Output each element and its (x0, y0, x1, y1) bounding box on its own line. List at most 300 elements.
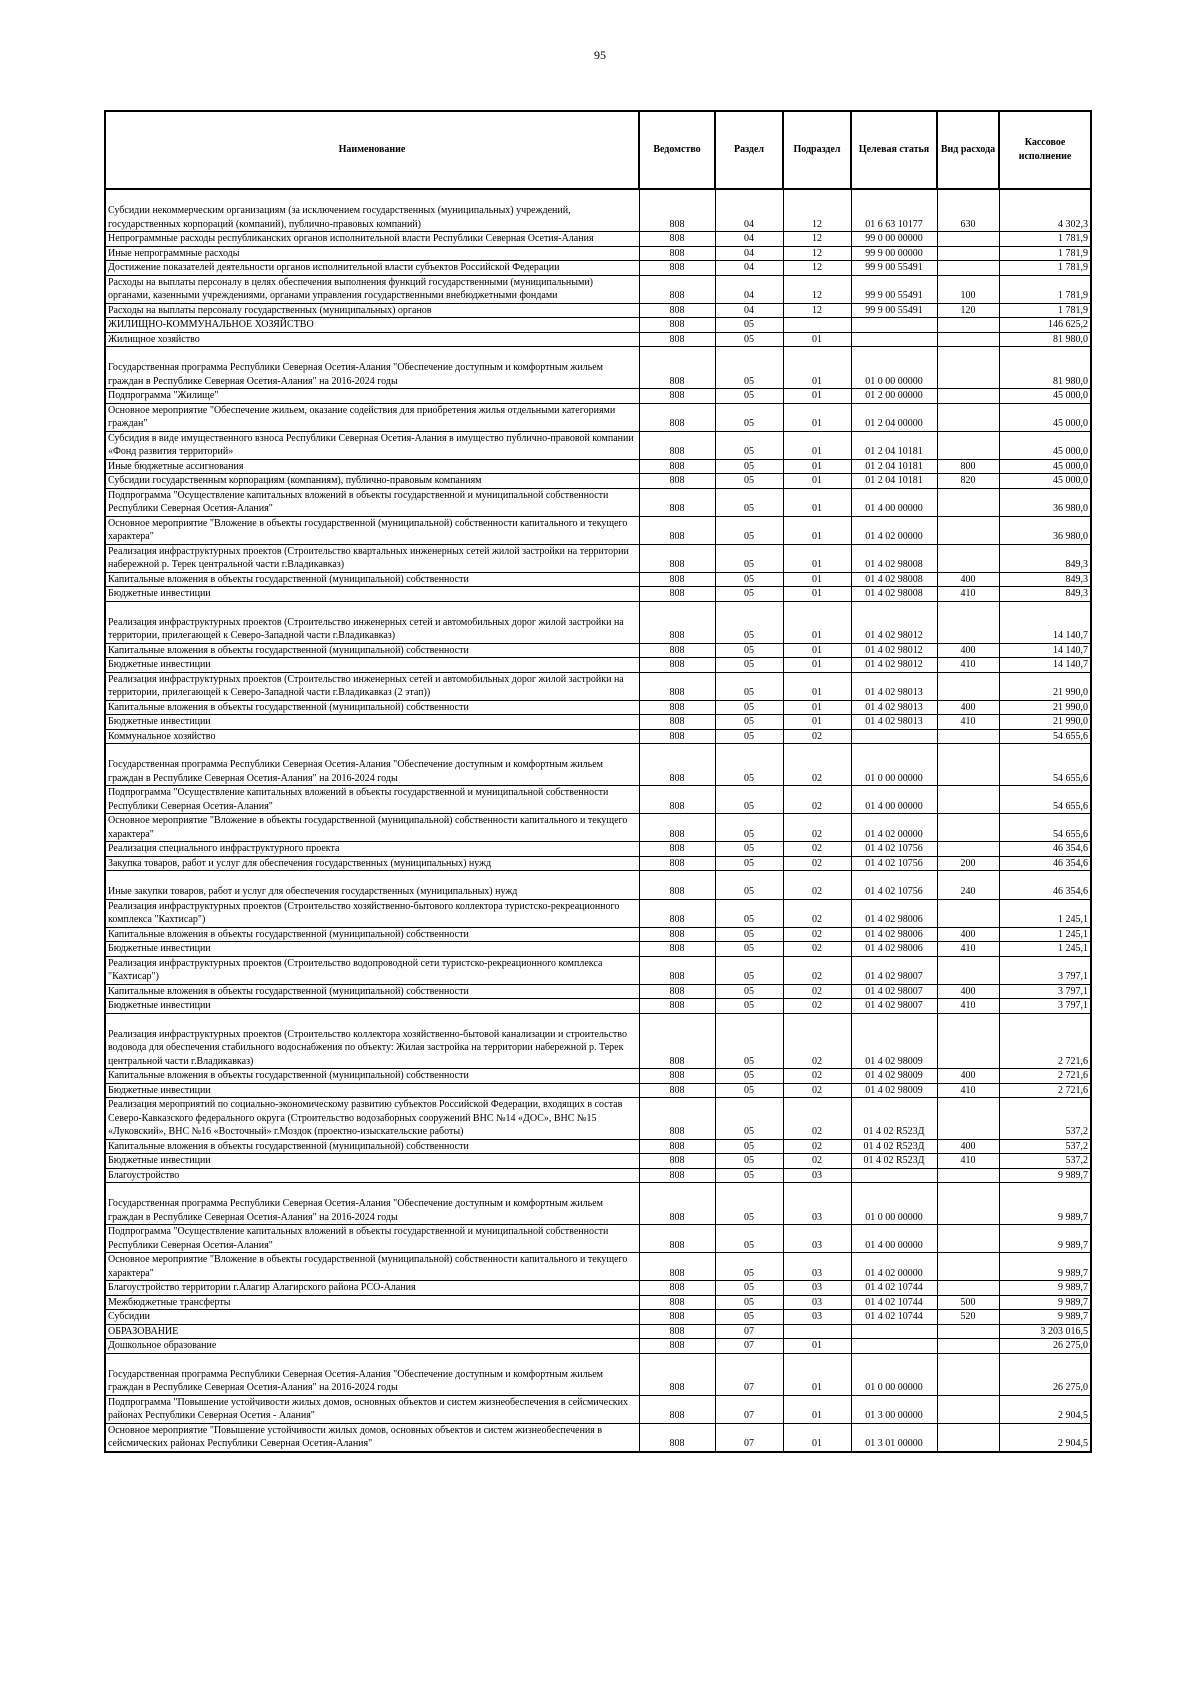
row-name-cell: Подпрограмма "Повышение устойчивости жилых домов, основных объектов и систем жизнеобеспечения в сейсмических районах Республики Северная Осетия - Алания" (105, 1395, 639, 1423)
row-expense-type-cell: 820 (937, 474, 999, 489)
row-name-cell: Расходы на выплаты персоналу в целях обеспечения выполнения функций государственными (муниципальными) органами, казенными учреждениями, органами управления государственными внебюджетными фондами (105, 275, 639, 303)
row-target-article-cell (851, 1324, 937, 1339)
row-expense-type-cell: 410 (937, 999, 999, 1014)
row-department-cell: 808 (639, 927, 715, 942)
row-name-cell: Основное мероприятие "Обеспечение жильем, оказание содействия для приобретения жилья отдельными категориями граждан" (105, 403, 639, 431)
row-target-article-cell: 01 2 04 10181 (851, 459, 937, 474)
column-header-cash-execution: Кассовое исполнение (999, 111, 1091, 189)
row-department-cell: 808 (639, 814, 715, 842)
row-department-cell: 808 (639, 1168, 715, 1183)
table-header-row (105, 111, 1091, 189)
row-department-cell: 808 (639, 1083, 715, 1098)
row-department-cell: 808 (639, 1295, 715, 1310)
row-target-article-cell: 01 4 02 R523Д (851, 1139, 937, 1154)
row-expense-type-cell: 410 (937, 942, 999, 957)
row-section-cell: 05 (715, 1069, 783, 1084)
row-expense-type-cell: 400 (937, 700, 999, 715)
table-row (105, 842, 1091, 857)
row-section-cell: 05 (715, 814, 783, 842)
row-target-article-cell: 99 9 00 55491 (851, 275, 937, 303)
row-section-cell: 05 (715, 601, 783, 643)
budget-table (104, 110, 1092, 1453)
row-target-article-cell: 01 4 02 98009 (851, 1013, 937, 1069)
row-cash-execution-cell: 81 980,0 (999, 332, 1091, 347)
row-cash-execution-cell: 1 781,9 (999, 303, 1091, 318)
table-row (105, 927, 1091, 942)
row-expense-type-cell: 400 (937, 1069, 999, 1084)
row-target-article-cell: 01 4 02 98007 (851, 999, 937, 1014)
row-section-cell: 05 (715, 984, 783, 999)
row-section-cell: 05 (715, 1168, 783, 1183)
row-subsection-cell: 03 (783, 1295, 851, 1310)
row-section-cell: 05 (715, 871, 783, 900)
row-section-cell: 05 (715, 1225, 783, 1253)
row-target-article-cell: 01 2 04 10181 (851, 431, 937, 459)
row-department-cell: 808 (639, 715, 715, 730)
table-row (105, 332, 1091, 347)
row-subsection-cell: 01 (783, 572, 851, 587)
row-target-article-cell: 99 9 00 55491 (851, 303, 937, 318)
row-expense-type-cell (937, 672, 999, 700)
row-target-article-cell: 01 4 02 98009 (851, 1083, 937, 1098)
row-target-article-cell: 01 3 01 00000 (851, 1423, 937, 1452)
row-cash-execution-cell: 9 989,7 (999, 1225, 1091, 1253)
row-target-article-cell: 01 4 02 10756 (851, 856, 937, 871)
row-name-cell: Бюджетные инвестиции (105, 999, 639, 1014)
row-target-article-cell: 01 4 02 R523Д (851, 1154, 937, 1169)
row-cash-execution-cell: 46 354,6 (999, 871, 1091, 900)
row-expense-type-cell (937, 1183, 999, 1225)
row-department-cell: 808 (639, 389, 715, 404)
table-row (105, 700, 1091, 715)
table-row (105, 1069, 1091, 1084)
row-expense-type-cell (937, 744, 999, 786)
table-row (105, 956, 1091, 984)
row-section-cell: 05 (715, 332, 783, 347)
table-row (105, 488, 1091, 516)
row-section-cell: 05 (715, 643, 783, 658)
row-expense-type-cell (937, 488, 999, 516)
row-target-article-cell: 01 4 02 98012 (851, 643, 937, 658)
row-department-cell: 808 (639, 984, 715, 999)
column-header-department: Ведомство (639, 111, 715, 189)
row-expense-type-cell (937, 1098, 999, 1140)
row-expense-type-cell (937, 1423, 999, 1452)
row-subsection-cell: 02 (783, 744, 851, 786)
row-subsection-cell: 03 (783, 1168, 851, 1183)
row-department-cell: 808 (639, 786, 715, 814)
row-expense-type-cell (937, 318, 999, 333)
row-cash-execution-cell: 45 000,0 (999, 474, 1091, 489)
table-row (105, 516, 1091, 544)
table-row (105, 1395, 1091, 1423)
row-target-article-cell: 99 9 00 00000 (851, 246, 937, 261)
table-row (105, 1083, 1091, 1098)
row-subsection-cell: 01 (783, 474, 851, 489)
row-cash-execution-cell: 849,3 (999, 544, 1091, 572)
row-expense-type-cell (937, 729, 999, 744)
row-cash-execution-cell: 54 655,6 (999, 814, 1091, 842)
row-expense-type-cell: 400 (937, 927, 999, 942)
row-section-cell: 05 (715, 474, 783, 489)
row-subsection-cell: 01 (783, 1339, 851, 1354)
row-cash-execution-cell: 1 781,9 (999, 246, 1091, 261)
row-department-cell: 808 (639, 856, 715, 871)
row-department-cell: 808 (639, 459, 715, 474)
row-name-cell: Подпрограмма "Осуществление капитальных вложений в объекты государственной и муниципальной собственности Республики Северная Осетия-Алания" (105, 488, 639, 516)
row-subsection-cell: 03 (783, 1183, 851, 1225)
row-subsection-cell: 01 (783, 700, 851, 715)
table-row (105, 318, 1091, 333)
row-cash-execution-cell: 9 989,7 (999, 1168, 1091, 1183)
row-expense-type-cell (937, 814, 999, 842)
row-name-cell: Подпрограмма "Осуществление капитальных вложений в объекты государственной и муниципальной собственности Республики Северная Осетия-Алания" (105, 786, 639, 814)
row-cash-execution-cell: 4 302,3 (999, 189, 1091, 232)
row-department-cell: 808 (639, 318, 715, 333)
row-cash-execution-cell: 146 625,2 (999, 318, 1091, 333)
row-section-cell: 05 (715, 572, 783, 587)
row-section-cell: 05 (715, 389, 783, 404)
row-expense-type-cell: 630 (937, 189, 999, 232)
row-expense-type-cell: 400 (937, 1139, 999, 1154)
row-target-article-cell: 01 4 02 98008 (851, 572, 937, 587)
table-row (105, 1281, 1091, 1296)
row-expense-type-cell (937, 842, 999, 857)
row-section-cell: 07 (715, 1423, 783, 1452)
row-section-cell: 07 (715, 1353, 783, 1395)
row-department-cell: 808 (639, 672, 715, 700)
row-section-cell: 05 (715, 658, 783, 673)
row-target-article-cell: 01 4 02 98006 (851, 899, 937, 927)
row-target-article-cell (851, 729, 937, 744)
row-cash-execution-cell: 3 797,1 (999, 984, 1091, 999)
row-department-cell: 808 (639, 1225, 715, 1253)
row-subsection-cell: 02 (783, 899, 851, 927)
row-section-cell: 05 (715, 516, 783, 544)
row-section-cell: 04 (715, 189, 783, 232)
row-subsection-cell: 01 (783, 332, 851, 347)
row-target-article-cell: 01 4 02 10744 (851, 1281, 937, 1296)
row-name-cell: Иные бюджетные ассигнования (105, 459, 639, 474)
table-row (105, 1013, 1091, 1069)
row-department-cell: 808 (639, 347, 715, 389)
row-name-cell: Непрограммные расходы республиканских органов исполнительной власти Республики Северная Осетия-Алания (105, 232, 639, 247)
row-section-cell: 05 (715, 1083, 783, 1098)
row-target-article-cell: 01 3 00 00000 (851, 1395, 937, 1423)
row-expense-type-cell (937, 899, 999, 927)
row-target-article-cell: 01 4 02 98008 (851, 544, 937, 572)
table-row (105, 275, 1091, 303)
row-name-cell: Закупка товаров, работ и услуг для обеспечения государственных (муниципальных) нужд (105, 856, 639, 871)
row-target-article-cell: 01 4 00 00000 (851, 786, 937, 814)
row-name-cell: Реализация инфраструктурных проектов (Строительство инженерных сетей и автомобильных дорог жилой застройки на территории, прилегающей к Северо-Западной части г.Владикавказ (2 этап)) (105, 672, 639, 700)
row-name-cell: Капитальные вложения в объекты государственной (муниципальной) собственности (105, 927, 639, 942)
row-subsection-cell: 01 (783, 488, 851, 516)
row-section-cell: 05 (715, 842, 783, 857)
row-cash-execution-cell: 9 989,7 (999, 1310, 1091, 1325)
row-department-cell: 808 (639, 516, 715, 544)
row-cash-execution-cell: 54 655,6 (999, 744, 1091, 786)
row-subsection-cell: 03 (783, 1310, 851, 1325)
row-section-cell: 05 (715, 1098, 783, 1140)
row-cash-execution-cell: 9 989,7 (999, 1281, 1091, 1296)
row-department-cell: 808 (639, 700, 715, 715)
row-name-cell: ЖИЛИЩНО-КОММУНАЛЬНОЕ ХОЗЯЙСТВО (105, 318, 639, 333)
row-cash-execution-cell: 9 989,7 (999, 1183, 1091, 1225)
table-row (105, 587, 1091, 602)
row-subsection-cell: 01 (783, 643, 851, 658)
row-name-cell: Реализация инфраструктурных проектов (Строительство коллектора хозяйственно-бытовой канализации и строительство водовода для обеспечения стабильного водоснабжения по объекту: Жилая застройка на территории набережной р. Терек центральной части г.Владикавказ) (105, 1013, 639, 1069)
row-target-article-cell: 01 4 02 98012 (851, 601, 937, 643)
table-row (105, 1324, 1091, 1339)
row-name-cell: Межбюджетные трансферты (105, 1295, 639, 1310)
row-subsection-cell (783, 1324, 851, 1339)
row-target-article-cell (851, 1339, 937, 1354)
row-department-cell: 808 (639, 956, 715, 984)
row-subsection-cell: 02 (783, 1154, 851, 1169)
row-cash-execution-cell: 14 140,7 (999, 643, 1091, 658)
row-subsection-cell: 02 (783, 984, 851, 999)
row-name-cell: Благоустройство территории г.Алагир Алагирского района РСО-Алания (105, 1281, 639, 1296)
row-cash-execution-cell: 1 245,1 (999, 899, 1091, 927)
row-subsection-cell: 01 (783, 658, 851, 673)
row-name-cell: Реализация инфраструктурных проектов (Строительство инженерных сетей и автомобильных дорог жилой застройки на территории, прилегающей к Северо-Западной части г.Владикавказ) (105, 601, 639, 643)
row-target-article-cell: 01 2 04 10181 (851, 474, 937, 489)
row-department-cell: 808 (639, 544, 715, 572)
row-subsection-cell: 02 (783, 842, 851, 857)
row-subsection-cell: 02 (783, 786, 851, 814)
row-name-cell: Коммунальное хозяйство (105, 729, 639, 744)
row-name-cell: Государственная программа Республики Северная Осетия-Алания "Обеспечение доступным и комфортным жильем граждан в Республике Северная Осетия-Алания" на 2016-2024 годы (105, 347, 639, 389)
row-subsection-cell: 03 (783, 1225, 851, 1253)
row-subsection-cell: 12 (783, 303, 851, 318)
row-section-cell: 04 (715, 246, 783, 261)
row-name-cell: Субсидии (105, 1310, 639, 1325)
row-department-cell: 808 (639, 587, 715, 602)
row-cash-execution-cell: 3 797,1 (999, 999, 1091, 1014)
row-name-cell: Реализация инфраструктурных проектов (Строительство квартальных инженерных сетей жилой застройки на территории набережной р. Терек центральной части г.Владикавказ) (105, 544, 639, 572)
row-section-cell: 05 (715, 1139, 783, 1154)
row-target-article-cell: 01 4 02 R523Д (851, 1098, 937, 1140)
row-department-cell: 808 (639, 246, 715, 261)
row-cash-execution-cell: 1 781,9 (999, 275, 1091, 303)
row-expense-type-cell (937, 347, 999, 389)
row-target-article-cell: 01 4 02 98006 (851, 942, 937, 957)
row-name-cell: Жилищное хозяйство (105, 332, 639, 347)
row-name-cell: Реализация мероприятий по социально-экономическому развитию субъектов Российской Федерации, входящих в состав Северо-Кавказского федерального округа (Строительство водозаборных сооружений ВНС №14 «ДОС», ВНС №15 «Луковский», ВНС №16 «Восточный» г.Моздок (проектно-изыскательские работы) (105, 1098, 639, 1140)
row-section-cell: 05 (715, 942, 783, 957)
row-expense-type-cell (937, 389, 999, 404)
row-name-cell: Бюджетные инвестиции (105, 942, 639, 957)
table-row (105, 1253, 1091, 1281)
row-name-cell: Субсидия в виде имущественного взноса Республики Северная Осетия-Алания в имущество публично-правовой компании «Фонд развития территорий» (105, 431, 639, 459)
row-department-cell: 808 (639, 1310, 715, 1325)
table-row (105, 715, 1091, 730)
row-subsection-cell: 01 (783, 1395, 851, 1423)
row-name-cell: ОБРАЗОВАНИЕ (105, 1324, 639, 1339)
row-cash-execution-cell: 21 990,0 (999, 672, 1091, 700)
row-department-cell: 808 (639, 403, 715, 431)
row-subsection-cell: 02 (783, 1139, 851, 1154)
row-section-cell: 07 (715, 1395, 783, 1423)
row-section-cell: 05 (715, 856, 783, 871)
row-name-cell: Основное мероприятие "Вложение в объекты государственной (муниципальной) собственности капитального и текущего характера" (105, 516, 639, 544)
row-expense-type-cell: 200 (937, 856, 999, 871)
table-row (105, 984, 1091, 999)
row-subsection-cell: 01 (783, 544, 851, 572)
row-department-cell: 808 (639, 431, 715, 459)
table-row (105, 1295, 1091, 1310)
row-target-article-cell: 01 4 02 98006 (851, 927, 937, 942)
table-row (105, 871, 1091, 900)
row-cash-execution-cell: 3 797,1 (999, 956, 1091, 984)
table-row (105, 729, 1091, 744)
row-expense-type-cell (937, 1339, 999, 1354)
row-department-cell: 808 (639, 488, 715, 516)
column-header-subsection: Подраздел (783, 111, 851, 189)
row-expense-type-cell: 410 (937, 715, 999, 730)
row-name-cell: Основное мероприятие "Вложение в объекты государственной (муниципальной) собственности капитального и текущего характера" (105, 1253, 639, 1281)
row-department-cell: 808 (639, 572, 715, 587)
row-expense-type-cell (937, 246, 999, 261)
row-section-cell: 05 (715, 318, 783, 333)
row-cash-execution-cell: 2 721,6 (999, 1069, 1091, 1084)
row-subsection-cell: 03 (783, 1253, 851, 1281)
row-cash-execution-cell: 45 000,0 (999, 403, 1091, 431)
column-header-name: Наименование (105, 111, 639, 189)
row-section-cell: 05 (715, 927, 783, 942)
row-cash-execution-cell: 2 721,6 (999, 1013, 1091, 1069)
row-name-cell: Реализация инфраструктурных проектов (Строительство водопроводной сети туристско-рекреационного комплекса "Кахтисар") (105, 956, 639, 984)
table-row (105, 744, 1091, 786)
row-department-cell: 808 (639, 332, 715, 347)
row-subsection-cell: 01 (783, 587, 851, 602)
row-subsection-cell: 12 (783, 189, 851, 232)
row-department-cell: 808 (639, 729, 715, 744)
row-cash-execution-cell: 1 781,9 (999, 261, 1091, 276)
row-cash-execution-cell: 9 989,7 (999, 1253, 1091, 1281)
row-target-article-cell: 01 4 02 98007 (851, 956, 937, 984)
row-expense-type-cell: 500 (937, 1295, 999, 1310)
row-subsection-cell: 02 (783, 956, 851, 984)
row-expense-type-cell (937, 516, 999, 544)
row-cash-execution-cell: 537,2 (999, 1154, 1091, 1169)
row-name-cell: Благоустройство (105, 1168, 639, 1183)
row-cash-execution-cell: 1 245,1 (999, 927, 1091, 942)
column-header-section: Раздел (715, 111, 783, 189)
row-name-cell: Бюджетные инвестиции (105, 1154, 639, 1169)
row-expense-type-cell (937, 431, 999, 459)
row-expense-type-cell: 800 (937, 459, 999, 474)
table-body (105, 189, 1091, 1452)
row-cash-execution-cell: 26 275,0 (999, 1339, 1091, 1354)
table-row (105, 1225, 1091, 1253)
row-department-cell: 808 (639, 1183, 715, 1225)
table-row (105, 189, 1091, 232)
row-department-cell: 808 (639, 1069, 715, 1084)
table-row (105, 672, 1091, 700)
row-section-cell: 05 (715, 1253, 783, 1281)
table-row (105, 999, 1091, 1014)
table-row (105, 261, 1091, 276)
table-row (105, 232, 1091, 247)
row-name-cell: Основное мероприятие "Вложение в объекты государственной (муниципальной) собственности капитального и текущего характера" (105, 814, 639, 842)
row-subsection-cell: 01 (783, 516, 851, 544)
row-name-cell: Реализация инфраструктурных проектов (Строительство хозяйственно-бытового коллектора туристско-рекреационного комплекса "Кахтисар") (105, 899, 639, 927)
row-target-article-cell: 01 4 02 10756 (851, 871, 937, 900)
table-row (105, 1423, 1091, 1452)
row-name-cell: Субсидии некоммерческим организациям (за исключением государственных (муниципальных) учреждений, государственных корпораций (компаний), публично-правовых компаний) (105, 189, 639, 232)
row-department-cell: 808 (639, 658, 715, 673)
row-subsection-cell: 12 (783, 275, 851, 303)
row-expense-type-cell (937, 332, 999, 347)
row-section-cell: 07 (715, 1339, 783, 1354)
row-target-article-cell: 01 0 00 00000 (851, 1353, 937, 1395)
row-subsection-cell: 02 (783, 1069, 851, 1084)
row-target-article-cell: 01 4 02 98007 (851, 984, 937, 999)
row-expense-type-cell (937, 1253, 999, 1281)
row-cash-execution-cell: 537,2 (999, 1139, 1091, 1154)
row-cash-execution-cell: 54 655,6 (999, 786, 1091, 814)
row-expense-type-cell (937, 1168, 999, 1183)
table-row (105, 1139, 1091, 1154)
row-name-cell: Капитальные вложения в объекты государственной (муниципальной) собственности (105, 572, 639, 587)
row-department-cell: 808 (639, 1324, 715, 1339)
row-expense-type-cell (937, 1225, 999, 1253)
row-name-cell: Капитальные вложения в объекты государственной (муниципальной) собственности (105, 1069, 639, 1084)
row-name-cell: Капитальные вложения в объекты государственной (муниципальной) собственности (105, 1139, 639, 1154)
row-name-cell: Государственная программа Республики Северная Осетия-Алания "Обеспечение доступным и комфортным жильем граждан в Республике Северная Осетия-Алания" на 2016-2024 годы (105, 1353, 639, 1395)
row-department-cell: 808 (639, 942, 715, 957)
table-row (105, 403, 1091, 431)
row-cash-execution-cell: 1 245,1 (999, 942, 1091, 957)
row-department-cell: 808 (639, 643, 715, 658)
row-expense-type-cell (937, 1281, 999, 1296)
table-row (105, 303, 1091, 318)
row-cash-execution-cell: 2 904,5 (999, 1395, 1091, 1423)
table-row (105, 786, 1091, 814)
row-subsection-cell: 01 (783, 459, 851, 474)
row-target-article-cell: 01 4 02 98009 (851, 1069, 937, 1084)
row-section-cell: 05 (715, 1295, 783, 1310)
row-name-cell: Субсидии государственным корпорациям (компаниям), публично-правовым компаниям (105, 474, 639, 489)
row-subsection-cell: 01 (783, 403, 851, 431)
row-section-cell: 04 (715, 303, 783, 318)
row-cash-execution-cell: 9 989,7 (999, 1295, 1091, 1310)
row-subsection-cell: 12 (783, 261, 851, 276)
row-section-cell: 05 (715, 999, 783, 1014)
row-department-cell: 808 (639, 474, 715, 489)
row-expense-type-cell: 400 (937, 572, 999, 587)
row-section-cell: 05 (715, 899, 783, 927)
row-section-cell: 05 (715, 347, 783, 389)
row-name-cell: Основное мероприятие "Повышение устойчивости жилых домов, основных объектов и систем жизнеобеспечения в сейсмических районах Республики Северная Осетия-Алания" (105, 1423, 639, 1452)
row-section-cell: 07 (715, 1324, 783, 1339)
table-row (105, 474, 1091, 489)
row-department-cell: 808 (639, 1281, 715, 1296)
row-subsection-cell (783, 318, 851, 333)
table-row (105, 856, 1091, 871)
row-target-article-cell: 01 4 02 98008 (851, 587, 937, 602)
row-expense-type-cell (937, 403, 999, 431)
row-department-cell: 808 (639, 261, 715, 276)
table-row (105, 899, 1091, 927)
row-cash-execution-cell: 849,3 (999, 587, 1091, 602)
row-section-cell: 05 (715, 700, 783, 715)
row-section-cell: 05 (715, 715, 783, 730)
row-subsection-cell: 02 (783, 1013, 851, 1069)
row-cash-execution-cell: 2 904,5 (999, 1423, 1091, 1452)
